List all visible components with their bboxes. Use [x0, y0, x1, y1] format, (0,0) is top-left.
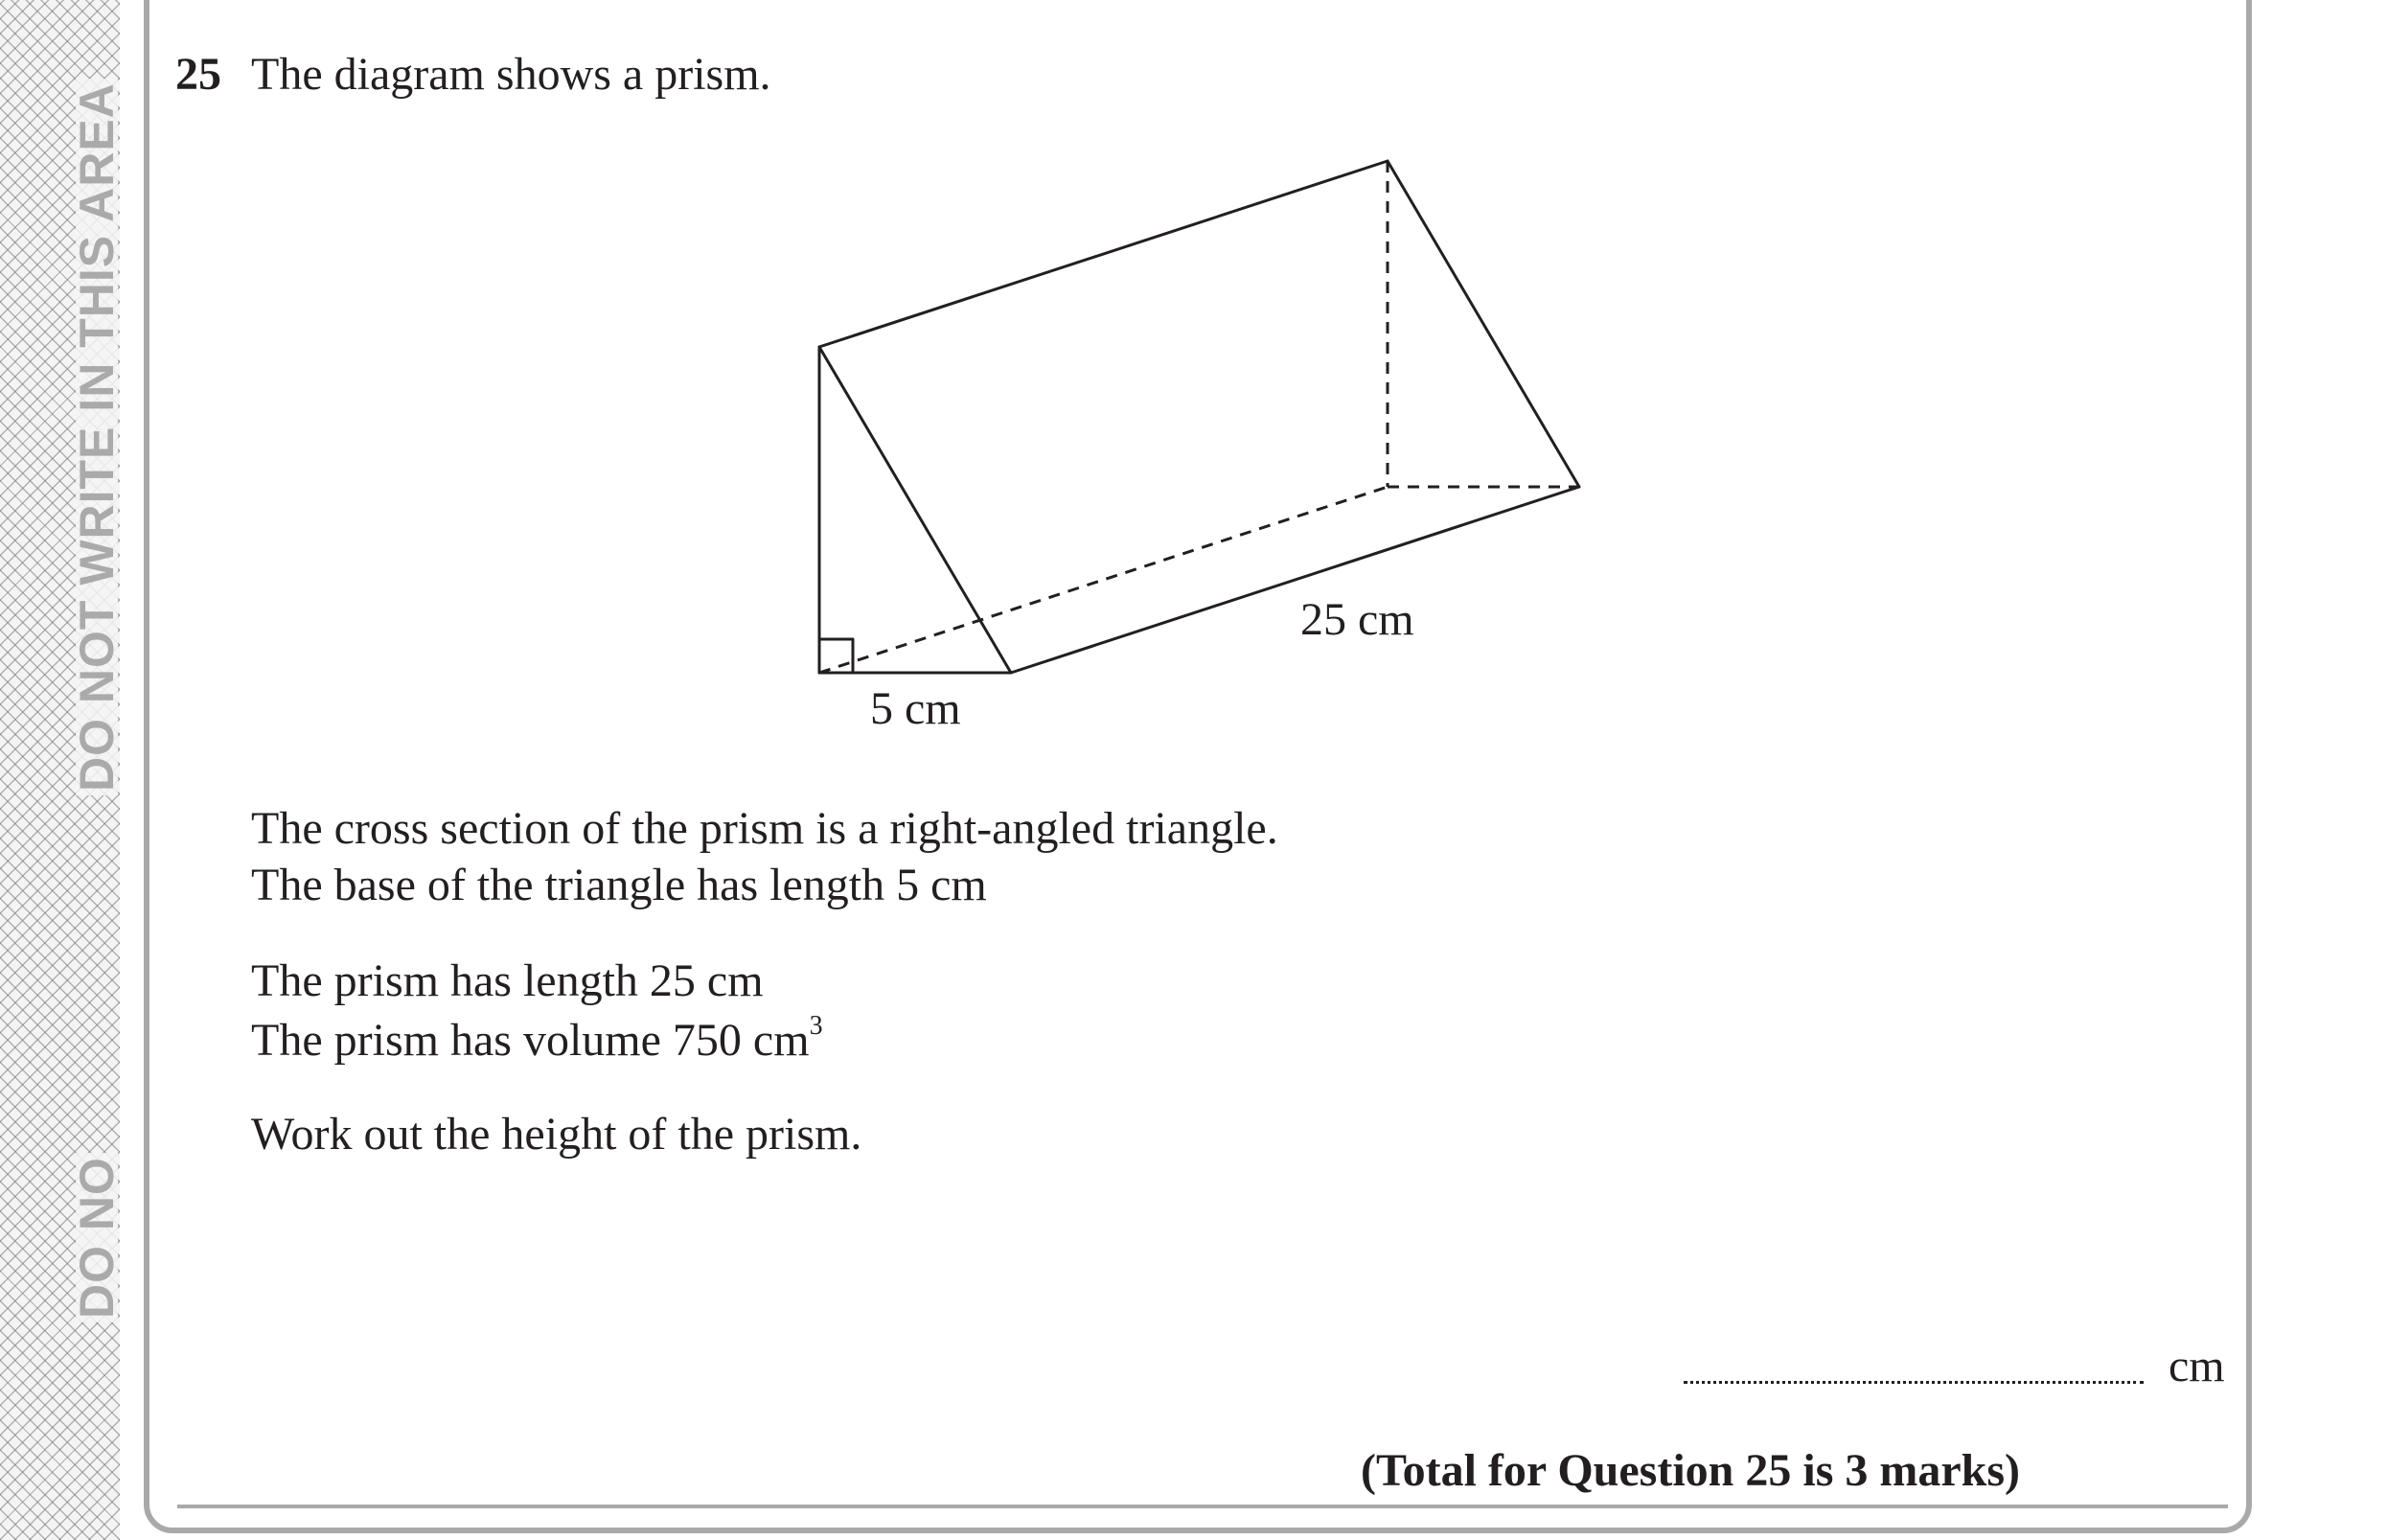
volume-text: The prism has volume 750 cm [251, 1015, 810, 1066]
answer-line[interactable] [1684, 1381, 2144, 1384]
margin-warning-text-partial: DO NO [76, 1153, 118, 1322]
length-label: 25 cm [1300, 594, 1414, 645]
question-total-marks: (Total for Question 25 is 3 marks) [1361, 1445, 2021, 1496]
right-angle-marker [819, 639, 853, 673]
text-line-base: The base of the triangle has length 5 cm [251, 860, 987, 910]
margin-warning-text: DO NOT WRITE IN THIS AREA [76, 79, 118, 795]
question-title: The diagram shows a prism. [251, 49, 771, 100]
prism-edge-front-hypotenuse [819, 347, 1011, 673]
base-label: 5 cm [870, 683, 961, 734]
prism-edge-back-hypotenuse [1388, 161, 1579, 487]
prism-edge-bottom-front [1011, 487, 1579, 673]
text-line-volume [251, 1011, 823, 1067]
text-line-length: The prism has length 25 cm [251, 955, 764, 1006]
answer-unit: cm [2169, 1341, 2225, 1391]
prism-edge-top [819, 161, 1388, 347]
text-line-instruction: Work out the height of the prism. [251, 1109, 862, 1160]
text-line-cross-section: The cross section of the prism is a right-angled triangle. [251, 803, 1278, 854]
question-number: 25 [175, 49, 221, 100]
bottom-rule [177, 1505, 2228, 1508]
volume-superscript: 3 [809, 1011, 823, 1041]
